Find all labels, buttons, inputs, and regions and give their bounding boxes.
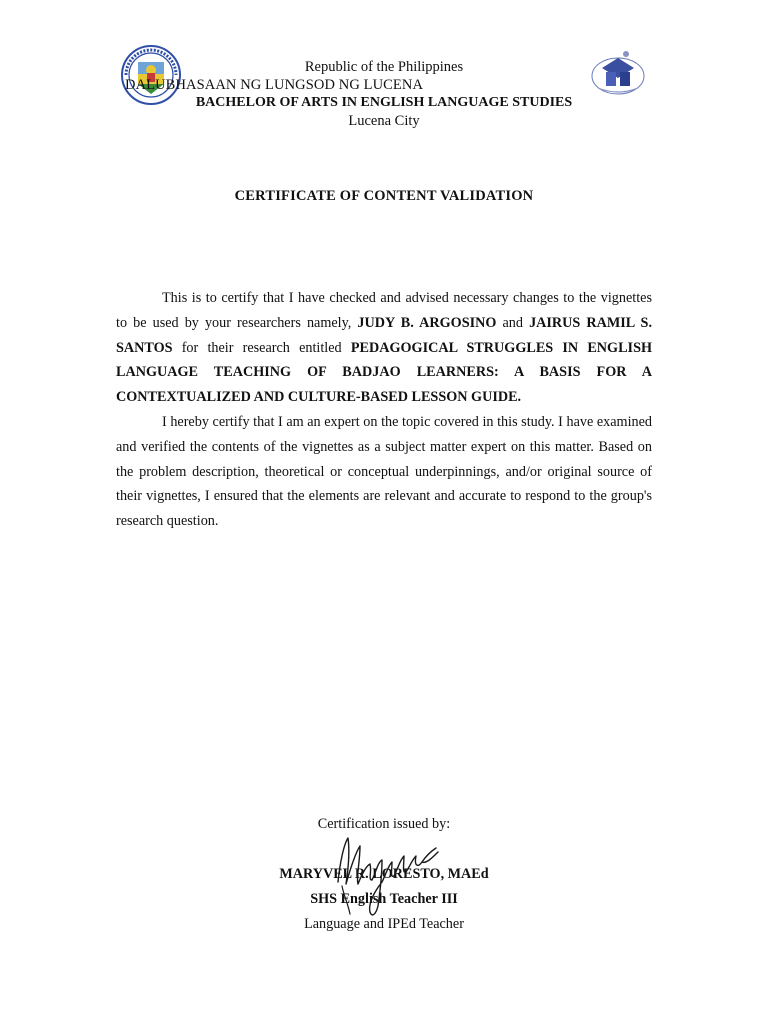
- researcher-name-2: JAIRUS RAMIL S. SANTOS: [116, 314, 652, 356]
- issued-by-label: Certification issued by:: [317, 816, 451, 832]
- certificate-body: [116, 286, 652, 534]
- paragraph-certification: [116, 286, 652, 410]
- paragraph-expertise: I hereby certify that I am an expert on the topic covered in this study. I have examined and verified the contents of the vignettes as a subject matter expert on this matter. Based on the problem description, theoretical or conceptual underpinnings, and/or original source of their vignettes, I ensured that the elements are relevant and accurate to respond to the group's research question.: [116, 413, 652, 530]
- paragraph1-text-c: for their research entitled: [172, 339, 351, 356]
- signatory-block: [0, 812, 768, 937]
- certificate-title: CERTIFICATE OF CONTENT VALIDATION: [234, 188, 534, 204]
- research-title: PEDAGOGICAL STRUGGLES IN ENGLISH LANGUAGE TEACHING OF BADJAO LEARNERS: A BASIS FOR A CONTEXTUALIZED AND CULTURE-BASED LESSON GUIDE.: [116, 339, 653, 406]
- header-institution: DALUBHASAAN NG LUNGSOD NG LUCENA: [125, 77, 424, 93]
- signatory-department: Language and IPEd Teacher: [304, 916, 464, 932]
- header-city: Lucena City: [348, 113, 420, 129]
- signature-space: [0, 837, 768, 862]
- signatory-name: MARYVEL R. LORESTO, MAEd: [279, 866, 489, 882]
- paragraph1-text-a: This is to certify that I have checked and advised necessary changes to the vignettes to be used by your researchers namely,: [116, 290, 652, 331]
- paragraph1-text-b: and: [496, 314, 530, 331]
- header-country: Republic of the Philippines: [304, 59, 464, 75]
- researcher-name-1: JUDY B. ARGOSINO: [357, 314, 497, 331]
- header-program: BACHELOR OF ARTS IN ENGLISH LANGUAGE STUDIES: [195, 95, 573, 110]
- signatory-position: SHS English Teacher III: [310, 891, 458, 907]
